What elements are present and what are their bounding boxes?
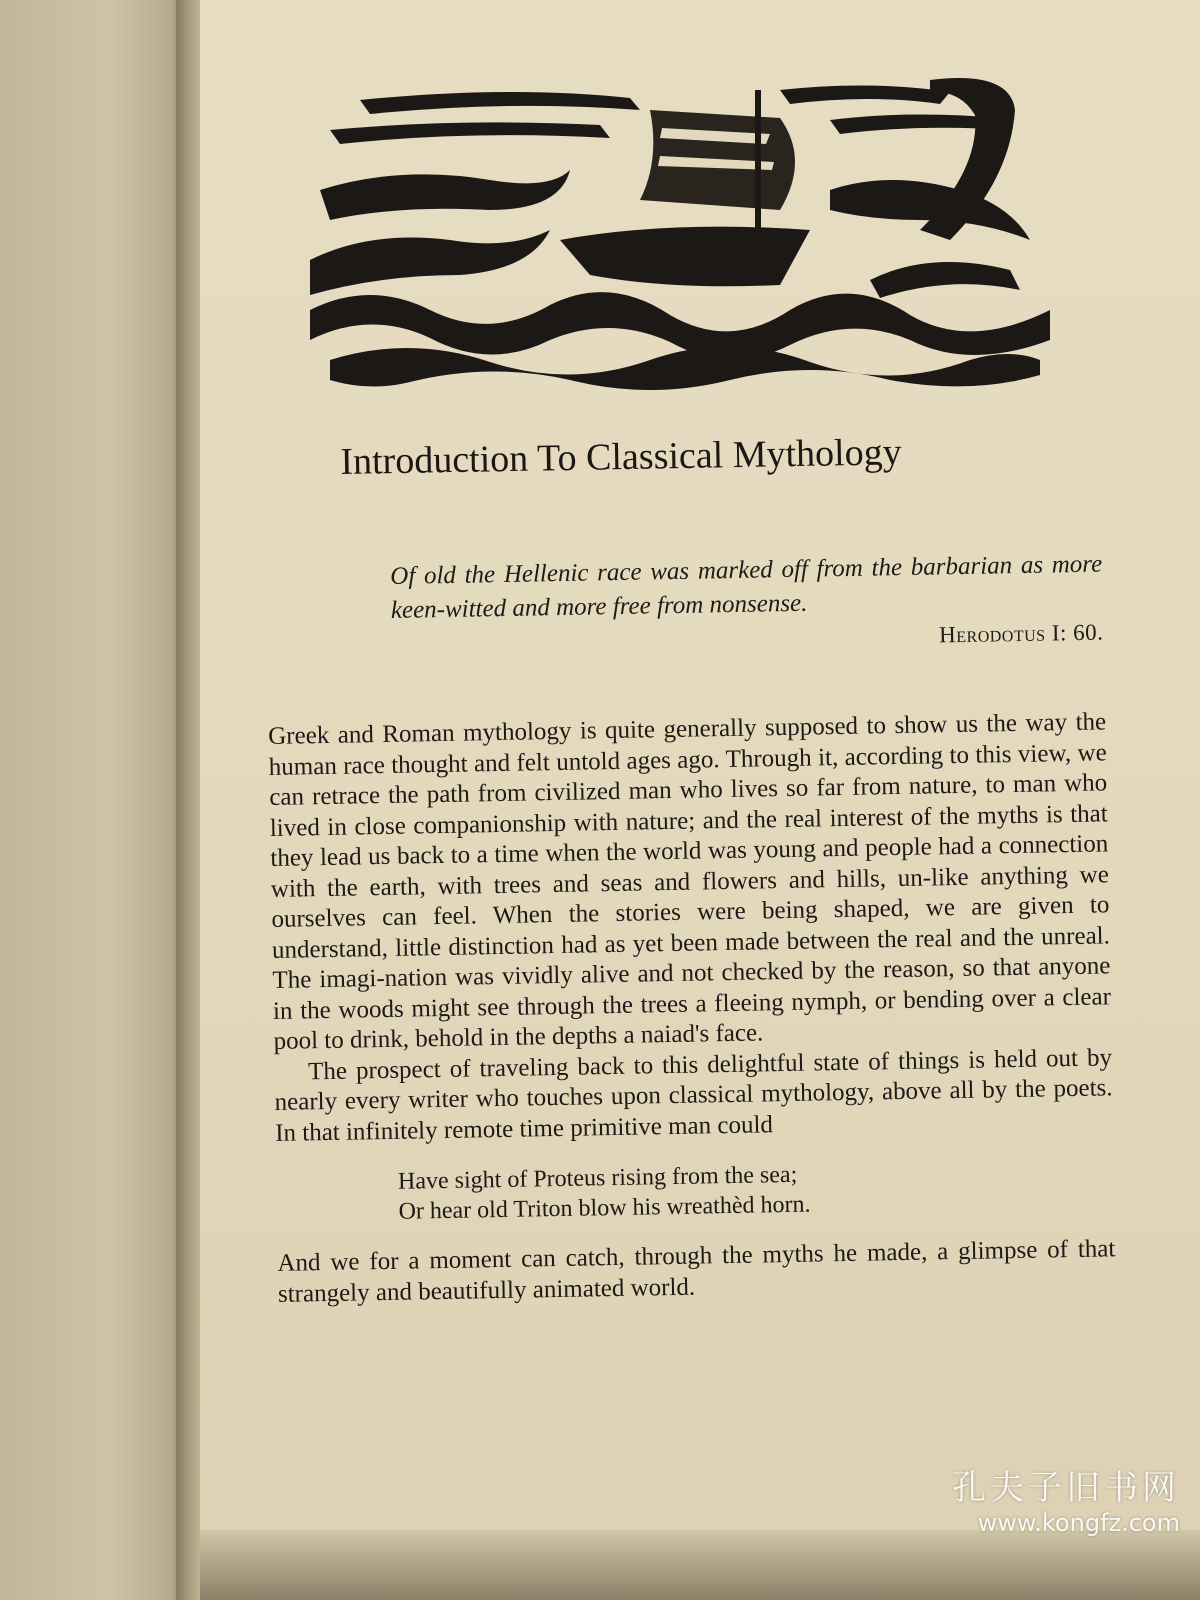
ship-woodcut-icon xyxy=(310,70,1050,400)
epigraph-text: Of old the Hellenic race was marked off from the barbarian as more keen-witted and more free from nonsense. xyxy=(390,550,1103,624)
watermark xyxy=(890,1460,1180,1540)
watermark-url: www.kongfz.com xyxy=(977,1509,1180,1537)
chapter-title: Introduction To Classical Mythology xyxy=(340,431,902,483)
body-text xyxy=(268,707,1116,1310)
page-bottom-edge xyxy=(200,1530,1200,1600)
left-page xyxy=(0,0,186,1600)
verse-line: Or hear old Triton blow his wreathèd horn. xyxy=(398,1191,811,1225)
paragraph: Greek and Roman mythology is quite generally supposed to show us the way the human race thought and felt untold ages ago. Through it, according to this view, we can retrace the path from civilized man who lives so far from nature, to man who lived in close companionship with nature; and the real interest of the myths is that they lead us back to a time when the world was young and people had a connection with the earth, with trees and seas and flowers and hills, un-like anything we ourselves can feel. When the stories were being shaped, we are given to understand, little distinction had as yet been made between the real and the unreal. The imagi-nation was vividly alive and not checked by the reason, so that anyone in the woods might see through the trees a fleeing nymph, or bending over a clear pool to drink, behold in the depths a naiad's face. xyxy=(268,708,1112,1055)
paragraph: And we for a moment can catch, through the myths he made, a glimpse of that strangely and beautifully animated world. xyxy=(277,1235,1116,1308)
epigraph xyxy=(390,548,1104,662)
verse-line: Have sight of Proteus rising from the sea; xyxy=(397,1161,798,1195)
watermark-text: 孔夫子旧书网 xyxy=(952,1468,1180,1508)
epigraph-source: Herodotus I: 60. xyxy=(938,619,1104,648)
paragraph: The prospect of traveling back to this delightful state of things is held out by nearly every writer who touches upon classical mythology, above all by the poets. In that infinitely remote time primitive man could xyxy=(274,1043,1113,1147)
verse-quote xyxy=(398,1157,989,1227)
